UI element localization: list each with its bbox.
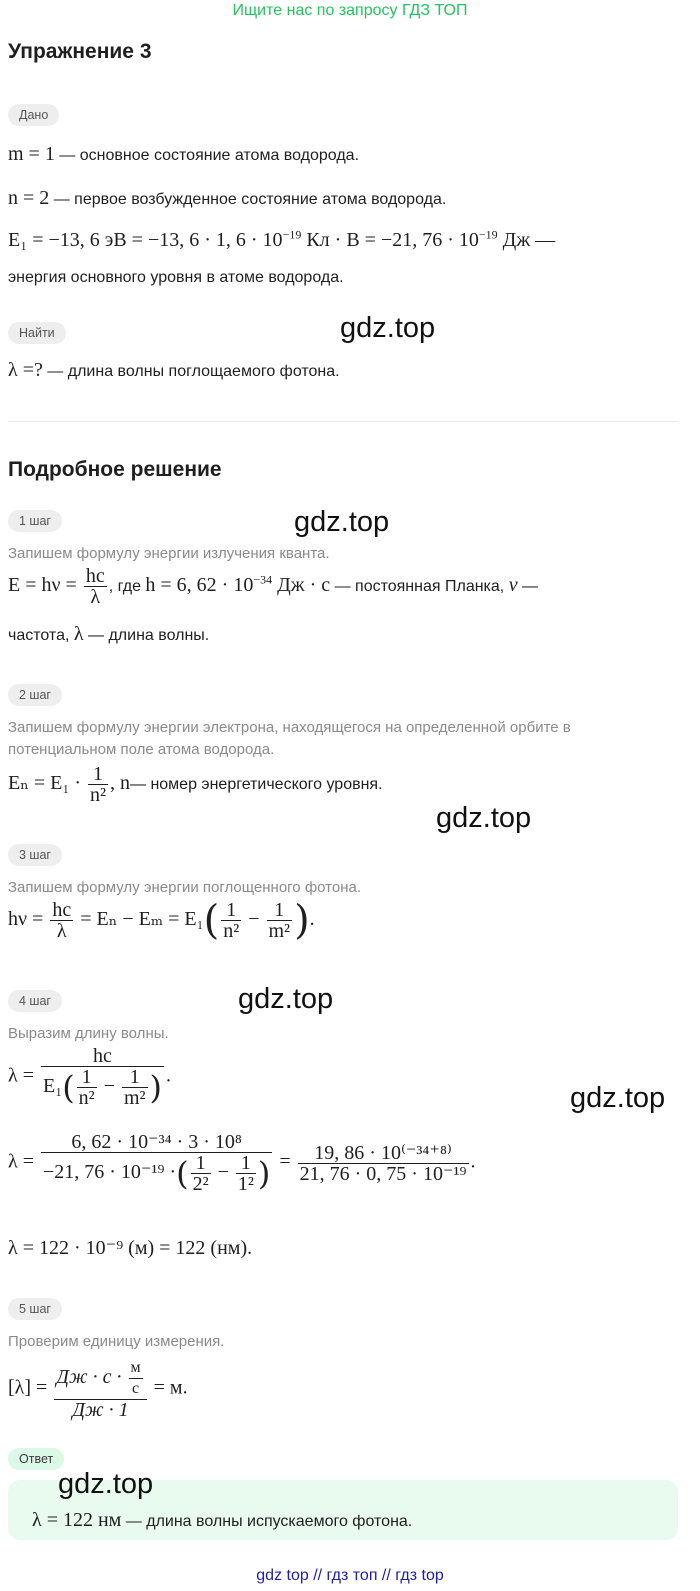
step-4-eq2-inner-f2-den: 1² — [237, 1173, 254, 1195]
step-3-eq-a: hν = — [8, 908, 49, 931]
step-3-fraction-3 — [267, 900, 293, 941]
given-line-3-a: E₁ = −13, 6 эВ = −13, 6 · 1, 6 · 10 — [8, 229, 283, 251]
step-4-eq1-inner-f1-den: n² — [78, 1087, 95, 1109]
step-4-eq2-inner-f2-num: 1 — [240, 1152, 251, 1174]
step-1-eq-left: E = hν = — [8, 574, 82, 597]
step-2-eq-left: Eₙ = E₁ · — [8, 772, 86, 795]
step-4-eq2-inner-f1 — [191, 1153, 211, 1194]
step-2-frac-num: 1 — [93, 763, 103, 785]
step-5-den — [54, 1399, 146, 1420]
step-4-eq1-inner-f2-num: 1 — [129, 1066, 140, 1088]
step-5-caption: Проверим единицу измерения. — [8, 1333, 225, 1350]
step-4-eq1-num: hc — [93, 1045, 112, 1067]
step-4-tag-label: 4 шаг — [8, 990, 62, 1012]
step-4-eq2-inner-f1-num: 1 — [195, 1152, 206, 1174]
watermark: gdz.top — [238, 983, 334, 1015]
answer-tag — [8, 1448, 64, 1470]
step-1-line-2 — [8, 622, 209, 648]
divider — [8, 421, 678, 422]
given-line-2-math: n = 2 — [8, 187, 50, 209]
step-1-tail-end: — — [517, 578, 539, 596]
step-2-caption-2: потенциальном поле атома водорода. — [8, 741, 275, 758]
step-4-eq1-left: λ = — [8, 1064, 39, 1087]
answer-line — [32, 1508, 412, 1534]
step-4-tag — [8, 990, 62, 1012]
step-2-fraction — [88, 764, 108, 805]
step-4-eq2-close-paren: ) — [257, 1154, 271, 1193]
step-2-tag — [8, 684, 62, 706]
given-line-2 — [8, 186, 446, 212]
step-1-tail-text: — постоянная Планка, — [330, 578, 509, 596]
watermark: gdz.top — [436, 802, 532, 834]
top-banner[interactable]: Ищите нас по запросу ГДЗ ТОП — [232, 2, 468, 19]
step-4-eq2-inner-f1-den: 2² — [192, 1173, 209, 1195]
step-3-tag-label: 3 шаг — [8, 844, 62, 866]
step-2-frac-den: n² — [90, 784, 106, 806]
bottom-banner[interactable]: gdz top // гдз топ // гдз top — [256, 1567, 444, 1584]
given-line-3-b: Кл · В = −21, 76 · 10 — [301, 229, 479, 251]
given-line-1-text: — основное состояние атома водорода. — [54, 147, 360, 164]
step-2-tag-label: 2 шаг — [8, 684, 62, 706]
given-tag-label: Дано — [8, 104, 59, 126]
step-1-frac-num: hc — [85, 565, 105, 587]
step-3-eq-b: = Eₙ − Eₘ = E₁ — [75, 908, 204, 931]
step-4-eq1-fraction — [41, 1046, 164, 1108]
find-tag — [8, 322, 66, 344]
step-3-f2-den: n² — [223, 920, 240, 942]
step-4-eq2-left: λ = — [8, 1150, 39, 1173]
step-5-num — [54, 1358, 146, 1399]
find-line-math: λ =? — [8, 359, 43, 381]
step-5-den-text: Дж · 1 — [72, 1399, 129, 1421]
step-5-num-frac-den: с — [129, 1378, 143, 1399]
step-5-tag — [8, 1298, 62, 1320]
step-1-planck: h = 6, 62 · 10 — [145, 574, 254, 597]
step-3-tag — [8, 844, 62, 866]
step-1-caption: Запишем формулу энергии излучения кванта. — [8, 545, 330, 562]
step-1-line-2-end: — длина волны. — [83, 627, 210, 644]
answer-math: λ = 122 нм — [32, 1509, 122, 1531]
solution-title: Подробное решение — [8, 458, 222, 481]
step-1-tag-label: 1 шаг — [8, 510, 62, 532]
step-1-tag — [8, 510, 62, 532]
step-4-eq2-minus: − — [212, 1161, 234, 1184]
step-3-minus: − — [243, 908, 265, 931]
step-4-eq1-dot: . — [166, 1064, 171, 1087]
step-3-open-paren: ( — [203, 897, 220, 944]
step-1-lambda: λ — [73, 623, 84, 645]
watermark: gdz.top — [570, 1082, 666, 1114]
given-line-4: энергия основного уровня в атоме водорода. — [8, 269, 344, 286]
step-2-equation — [8, 764, 383, 805]
step-4-eq2-den — [41, 1152, 272, 1194]
page-title: Упражнение 3 — [8, 40, 152, 63]
step-4-eq1-close-paren: ) — [149, 1068, 162, 1107]
step-4-eq2-den-text: −21, 76 · 10⁻¹⁹ · — [42, 1161, 177, 1184]
step-3-fraction-2 — [221, 900, 241, 941]
step-4-equation-2 — [8, 1132, 476, 1194]
step-1-frac-den: λ — [84, 586, 107, 607]
step-4-equation-1 — [8, 1046, 171, 1108]
step-5-num-fraction — [129, 1358, 143, 1399]
step-5-tag-label: 5 шаг — [8, 1298, 62, 1320]
step-4-eq2-num: 6, 62 · 10⁻³⁴ · 3 · 10⁸ — [71, 1131, 242, 1153]
watermark: gdz.top — [58, 1468, 154, 1500]
given-line-3 — [8, 228, 555, 252]
step-5-eq-left: [λ] = — [8, 1376, 53, 1399]
watermark: gdz.top — [294, 506, 390, 538]
step-3-fraction-1 — [50, 900, 73, 941]
step-4-eq1-inner-f2 — [122, 1067, 148, 1108]
step-4-eq2-fraction — [41, 1132, 272, 1194]
step-3-f1-num: hc — [52, 899, 72, 921]
step-2-eq-tail: , n — [110, 772, 130, 795]
step-4-eq1-minus: − — [98, 1075, 120, 1098]
step-4-eq2-rden: 21, 76 · 0, 75 · 10⁻¹⁹ — [299, 1162, 467, 1185]
step-4-eq2-result-fraction — [298, 1143, 469, 1184]
step-2-text: — номер энергетического уровня. — [130, 776, 383, 794]
step-4-equation-3: λ = 122 · 10⁻⁹ (м) = 122 (нм). — [8, 1237, 253, 1259]
step-5-eq-right: = м. — [148, 1376, 188, 1399]
step-4-eq2-equals: = — [274, 1150, 296, 1173]
given-line-2-text: — первое возбужденное состояние атома водорода. — [49, 191, 447, 208]
step-3-caption: Запишем формулу энергии поглощенного фотона. — [8, 879, 362, 896]
step-4-eq2-rnum: 19, 86 · 10⁽⁻³⁴⁺⁸⁾ — [314, 1141, 452, 1164]
step-3-f1-den: λ — [50, 920, 73, 941]
step-1-nu: v — [508, 574, 518, 597]
given-line-3-exp2: −19 — [478, 227, 498, 242]
step-4-eq2-dot: . — [470, 1150, 476, 1173]
given-line-3-c: Дж — — [497, 229, 556, 251]
watermark: gdz.top — [340, 312, 436, 344]
step-3-f3-num: 1 — [274, 899, 285, 921]
step-1-planck-exp: −34 — [253, 572, 273, 587]
step-1-planck-unit: Дж · с — [272, 574, 331, 597]
find-line-text: — длина волны поглощаемого фотона. — [42, 363, 340, 380]
step-4-eq1-inner-f1-num: 1 — [81, 1066, 92, 1088]
step-3-f3-den: m² — [268, 920, 291, 942]
step-3-equation — [8, 897, 315, 944]
given-tag — [8, 104, 59, 126]
step-4-eq2-inner-f2 — [236, 1153, 256, 1194]
step-4-eq1-den-prefix: E₁ — [42, 1075, 63, 1098]
answer-text: — длина волны испускаемого фотона. — [121, 1513, 413, 1530]
step-5-equation — [8, 1358, 188, 1420]
step-5-num-frac-num: м — [130, 1359, 141, 1376]
step-3-end: . — [309, 908, 315, 931]
step-4-caption: Выразим длину волны. — [8, 1025, 169, 1042]
given-line-3-exp1: −19 — [282, 227, 302, 242]
step-3-close-paren: ) — [294, 897, 310, 944]
find-tag-label: Найти — [8, 322, 66, 344]
step-4-eq1-den — [41, 1066, 164, 1108]
step-1-equation — [8, 566, 538, 607]
step-1-mid-text: , где — [108, 578, 146, 596]
step-2-caption-1: Запишем формулу энергии электрона, находящегося на определенной орбите в — [8, 719, 571, 736]
step-1-line-2-text: частота, — [8, 627, 74, 644]
answer-tag-label: Ответ — [8, 1448, 64, 1470]
step-5-fraction — [54, 1358, 146, 1420]
step-5-num-text: Дж · с · — [56, 1366, 127, 1389]
step-4-eq2-open-paren: ( — [176, 1154, 189, 1193]
step-3-f2-num: 1 — [226, 899, 237, 921]
step-4-eq1-inner-f2-den: m² — [123, 1087, 146, 1109]
step-1-fraction — [84, 566, 107, 607]
find-line — [8, 358, 340, 384]
given-line-1 — [8, 142, 359, 168]
step-4-eq1-open-paren: ( — [62, 1068, 75, 1107]
given-line-1-math: m = 1 — [8, 143, 55, 165]
step-4-eq1-inner-f1 — [77, 1067, 97, 1108]
